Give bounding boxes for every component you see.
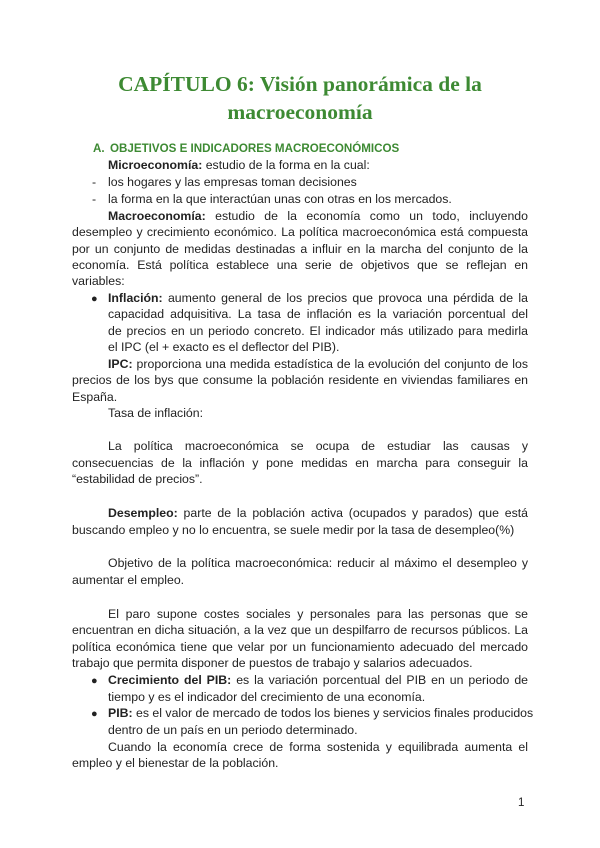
cuando-line-2: empleo y el bienestar de la población.	[72, 756, 279, 770]
paro-line-3: política económica tiene que velar por un funcionamiento adecuado del mercado	[72, 640, 528, 654]
dash-marker: -	[92, 175, 97, 189]
ipc-line-3: España.	[72, 390, 118, 404]
politica-line-2: consecuencias de la inflación y pone medidas en marcha para conseguir la	[72, 456, 528, 470]
desempleo-text-1: parte de la población activa (ocupados y parados) que está	[177, 506, 528, 520]
pib-text-1: es el valor de mercado de todos los bienes y servicios finales producidos	[132, 706, 534, 720]
paro-line-4: trabajo que permita disponer de puestos de trabajo y salarios adecuados.	[72, 656, 473, 670]
macro-line-1	[108, 208, 528, 225]
pib-term: PIB:	[108, 706, 133, 720]
desempleo-term: Desempleo:	[108, 506, 178, 520]
section-marker: A.	[93, 142, 105, 155]
macro-line-3: por un conjunto de medidas destinadas a influir en la marcha del conjunto de la	[72, 242, 528, 256]
macro-line-2: desempleo y crecimiento económico. La política macroeconómica está compuesta	[72, 225, 528, 239]
objetivo-line-2: aumentar el empleo.	[72, 573, 185, 587]
chapter-title	[60, 70, 540, 126]
micro-definition: estudio de la forma en la cual:	[202, 158, 370, 172]
ipc-term: IPC:	[108, 357, 133, 371]
crecimiento-term: Crecimiento del PIB:	[108, 673, 232, 687]
politica-line-1: La política macroeconómica se ocupa de estudiar las causas y	[108, 439, 528, 453]
chapter-title-line1: CAPÍTULO 6: Visión panorámica de la	[118, 72, 482, 96]
section-heading: OBJETIVOS E INDICADORES MACROECONÓMICOS	[110, 142, 400, 155]
inflacion-line-3: de precios en un periodo concreto. El indicador más utilizado para medirla	[108, 324, 528, 338]
inflacion-line-4: el IPC (el + exacto es el deflector del PIB).	[108, 340, 340, 354]
desempleo-line-1	[108, 505, 528, 522]
pib-line-2: dentro de un país en un periodo determinado.	[108, 723, 358, 737]
inflacion-line-2: capacidad adquisitiva. La tasa de inflación es la variación porcentual del	[108, 307, 528, 321]
crecimiento-line-2: tiempo y es el indicador del crecimiento de una economía.	[108, 690, 426, 704]
desempleo-line-2: buscando empleo y no lo encuentra, se suele medir por la tasa de desempleo(%)	[72, 523, 515, 537]
page-number: 1	[518, 797, 525, 809]
bullet-marker: ●	[91, 675, 98, 687]
chapter-title-line2: macroeconomía	[227, 100, 373, 124]
inflacion-term: Inflación:	[108, 291, 163, 305]
crecimiento-text-1: es la variación porcentual del PIB en un periodo de	[231, 673, 528, 687]
inflacion-text-1: aumento general de los precios que provoca una pérdida de la	[162, 291, 528, 305]
macro-line-5: variables:	[72, 274, 125, 288]
inflacion-line-1	[108, 290, 528, 307]
micro-item-1: los hogares y las empresas toman decisiones	[108, 175, 357, 189]
politica-line-3: “estabilidad de precios”.	[72, 472, 203, 486]
ipc-line-2: precios de los bys que consume la población residente en viviendas familiares en	[72, 373, 528, 387]
paro-line-2: encuentran en dicha situación, a la vez que un despilfarro de recursos públicos. La	[72, 623, 528, 637]
bullet-marker: ●	[91, 293, 98, 305]
macro-term: Macroeconomía:	[108, 209, 206, 223]
dash-marker: -	[92, 192, 97, 206]
paro-line-1: El paro supone costes sociales y personales para las personas que se	[108, 607, 528, 621]
macro-line-4: economía. Está política establece una serie de objetivos que se reflejan en	[72, 258, 528, 272]
micro-term: Microeconomía:	[108, 158, 203, 172]
crecimiento-line-1	[108, 672, 528, 689]
tasa-inflacion-label: Tasa de inflación:	[108, 406, 204, 420]
ipc-line-1	[108, 356, 528, 373]
micro-item-2: la forma en la que interactúan unas con otras en los mercados.	[108, 192, 452, 206]
pib-line-1	[108, 705, 533, 721]
micro-paragraph	[108, 157, 370, 173]
bullet-marker: ●	[91, 708, 98, 720]
cuando-line-1: Cuando la economía crece de forma sostenida y equilibrada aumenta el	[108, 740, 528, 754]
macro-text-1: estudio de la economía como un todo, incluyendo	[215, 209, 528, 223]
objetivo-line-1: Objetivo de la política macroeconómica: reducir al máximo el desempleo y	[108, 556, 528, 570]
ipc-text-1: proporciona una medida estadística de la evolución del conjunto de los	[132, 357, 528, 371]
